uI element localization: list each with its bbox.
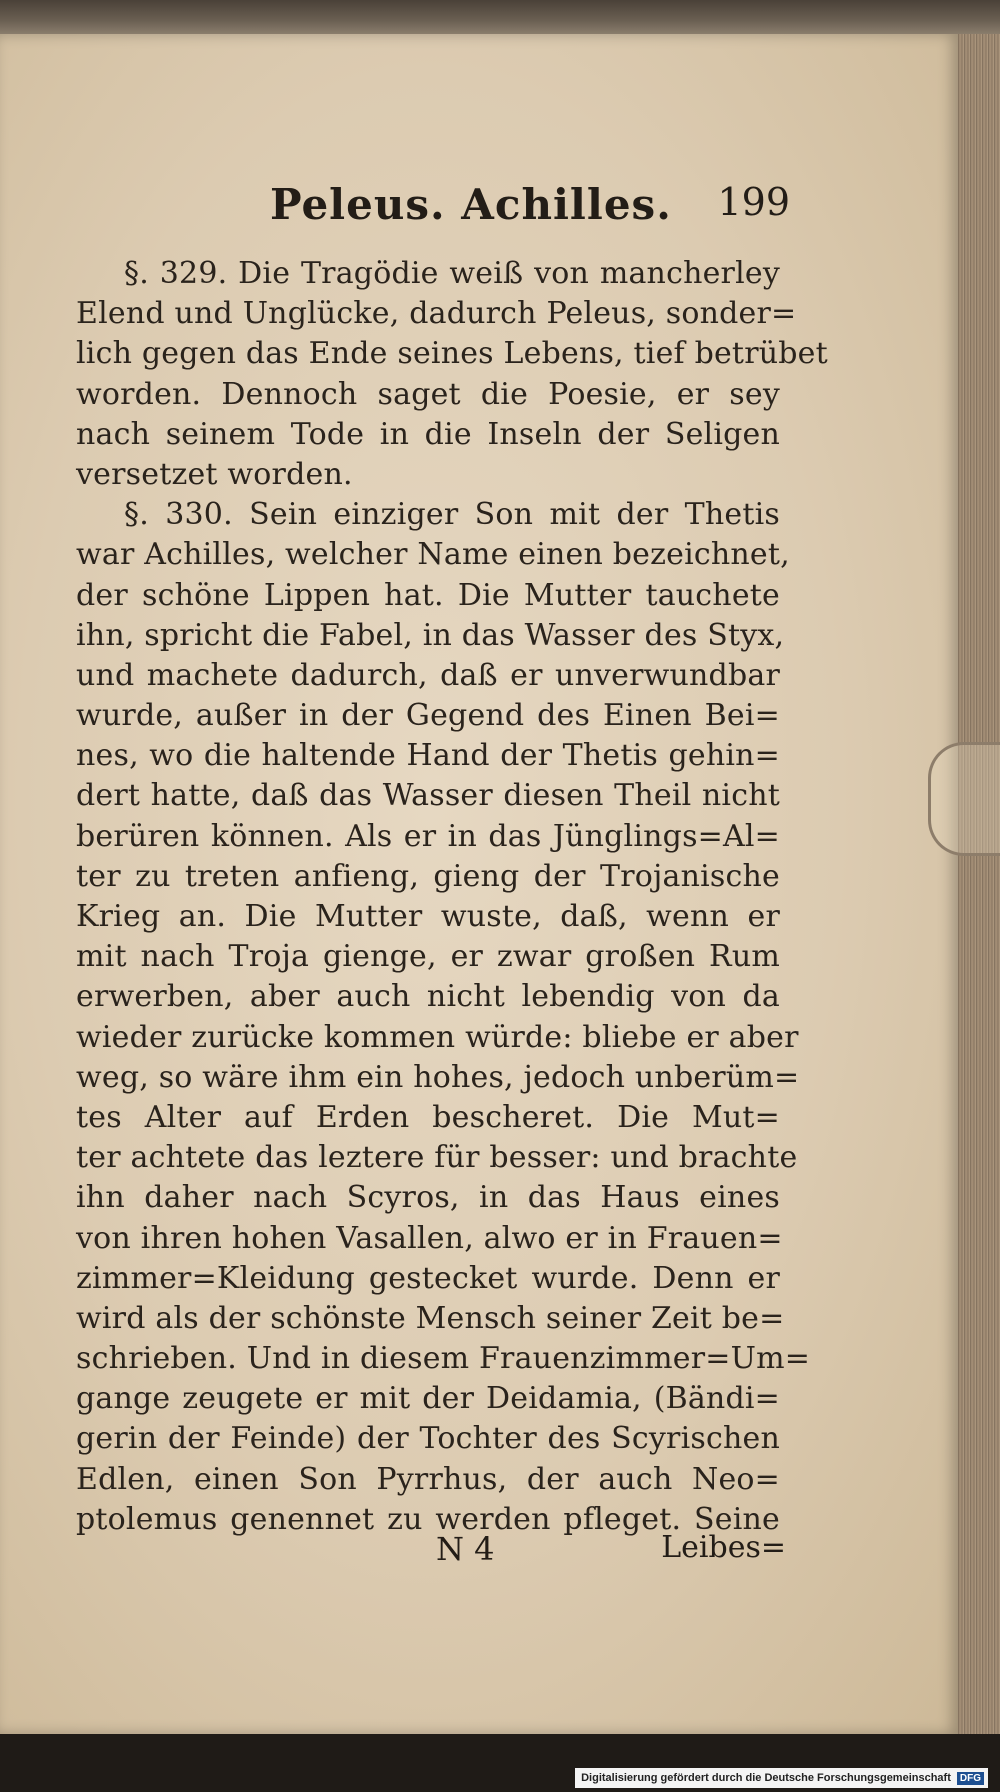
- text-line: ihn daher nach Scyros, in das Haus eines: [76, 1180, 780, 1216]
- text-line: wieder zurücke kommen würde: bliebe er aber: [76, 1019, 799, 1055]
- text-line: wird als der schönste Mensch seiner Zeit be=: [76, 1300, 785, 1336]
- dfg-logo-icon: DFG: [957, 1772, 984, 1785]
- text-line: ptolemus genennet zu werden pfleget. Seine: [76, 1501, 780, 1537]
- funding-credit: [575, 1768, 988, 1788]
- text-line: Edlen, einen Son Pyrrhus, der auch Neo=: [76, 1461, 780, 1497]
- book-top-edge: [0, 0, 1000, 34]
- page-number: 199: [717, 180, 790, 224]
- text-line: gerin der Feinde) der Tochter des Scyrischen: [76, 1421, 780, 1457]
- text-line: gange zeugete er mit der Deidamia, (Bändi=: [76, 1381, 780, 1417]
- text-line: §. 330. Sein einziger Son mit der Thetis: [124, 497, 780, 533]
- text-line: dert hatte, daß das Wasser diesen Theil nicht: [76, 778, 780, 814]
- text-line: mit nach Troja gienge, er zwar großen Rum: [76, 939, 780, 975]
- scan-bottom-strip: [0, 1734, 1000, 1792]
- text-line: worden. Dennoch saget die Poesie, er sey: [76, 376, 780, 412]
- text-line: nach seinem Tode in die Inseln der Seligen: [76, 416, 780, 452]
- text-line: berüren können. Als er in das Jünglings=Al=: [76, 818, 780, 854]
- page-tab-marker: [928, 742, 1000, 856]
- text-line: wurde, außer in der Gegend des Einen Bei=: [76, 698, 780, 734]
- text-line: Krieg an. Die Mutter wuste, daß, wenn er: [76, 899, 780, 934]
- catchword: Leibes=: [661, 1530, 786, 1565]
- text-line: nes, wo die haltende Hand der Thetis gehin=: [76, 738, 780, 774]
- text-line: versetzet worden.: [76, 456, 353, 492]
- running-title: Peleus. Achilles.: [270, 180, 672, 229]
- page-footer: [436, 1530, 786, 1576]
- text-line: war Achilles, welcher Name einen bezeichnet,: [76, 537, 790, 573]
- text-line: Elend und Unglücke, dadurch Peleus, sonder=: [76, 296, 797, 332]
- text-line: ter zu treten anfieng, gieng der Trojanische: [76, 858, 780, 894]
- text-line: tes Alter auf Erden bescheret. Die Mut=: [76, 1099, 780, 1135]
- text-line: ter achtete das leztere für besser: und brachte: [76, 1140, 798, 1176]
- text-line: ihn, spricht die Fabel, in das Wasser des Styx,: [76, 617, 785, 653]
- text-line: lich gegen das Ende seines Lebens, tief betrübet: [76, 336, 828, 372]
- text-line: von ihren hohen Vasallen, alwo er in Frauen=: [76, 1220, 783, 1256]
- text-line: weg, so wäre ihm ein hohes, jedoch unberüm=: [76, 1059, 800, 1095]
- text-line: zimmer=Kleidung gestecket wurde. Denn er: [76, 1260, 780, 1296]
- body-text: [76, 254, 828, 1540]
- page-header: [270, 180, 790, 240]
- text-line: und machete dadurch, daß er unverwundbar: [76, 657, 780, 693]
- text-line: erwerben, aber auch nicht lebendig von da: [76, 979, 780, 1015]
- text-line: §. 329. Die Tragödie weiß von mancherley: [124, 256, 780, 291]
- page-edges: [958, 34, 1000, 1734]
- text-line: schrieben. Und in diesem Frauenzimmer=Um=: [76, 1341, 811, 1377]
- signature-mark: N 4: [436, 1530, 495, 1568]
- funding-credit-text: Digitalisierung gefördert durch die Deutsche Forschungsgemeinschaft: [581, 1772, 951, 1784]
- text-line: der schöne Lippen hat. Die Mutter tauchete: [76, 577, 780, 613]
